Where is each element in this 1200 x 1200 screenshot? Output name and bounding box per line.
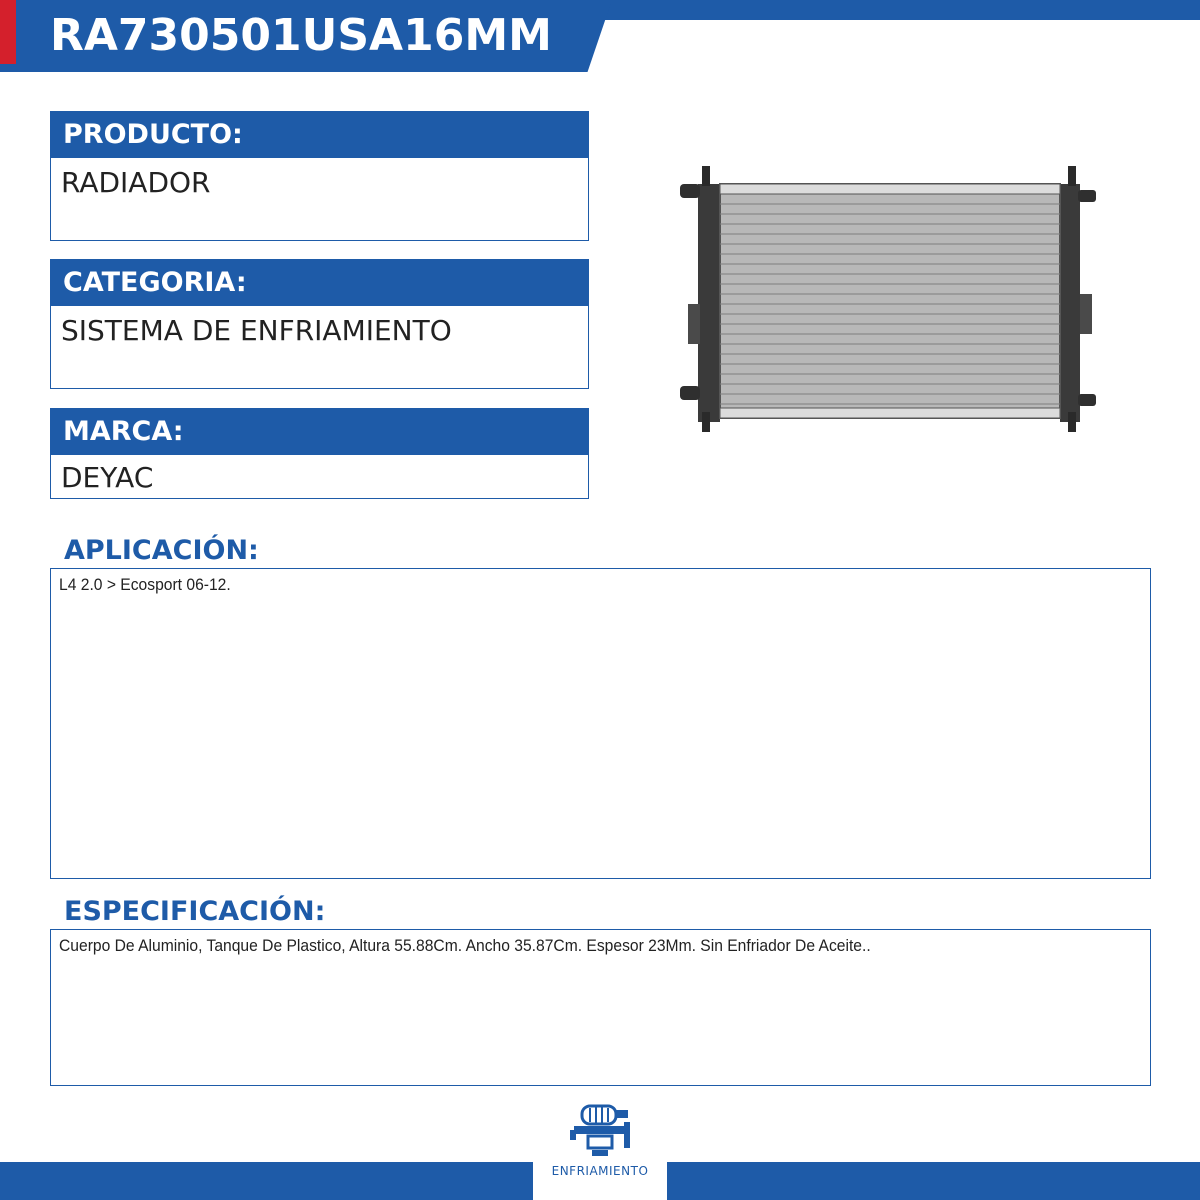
aplicacion-title: APLICACIÓN: [64,535,259,566]
radiator-image [676,164,1100,434]
especificacion-title: ESPECIFICACIÓN: [64,896,326,927]
red-accent-tab [0,0,16,64]
aplicacion-box [50,568,1151,879]
especificacion-box [50,929,1151,1086]
page-title: RA730501USA16MM [50,10,552,61]
aplicacion-text: L4 2.0 > Ecosport 06-12. [59,575,231,594]
marca-field [50,408,589,499]
footer-category-label: ENFRIAMIENTO [551,1164,649,1178]
producto-label: PRODUCTO: [51,112,588,158]
especificacion-text: Cuerpo De Aluminio, Tanque De Plastico, Altura 55.88Cm. Ancho 35.87Cm. Espesor 23Mm. Sin Enfriador De Aceite.. [59,936,871,955]
producto-value: RADIADOR [61,166,211,199]
categoria-value: SISTEMA DE ENFRIAMIENTO [61,314,452,347]
categoria-field [50,259,589,389]
producto-field [50,111,589,241]
marca-value: DEYAC [61,461,154,494]
categoria-label: CATEGORIA: [51,260,588,306]
marca-label: MARCA: [51,409,588,455]
water-pump-icon [568,1102,634,1158]
